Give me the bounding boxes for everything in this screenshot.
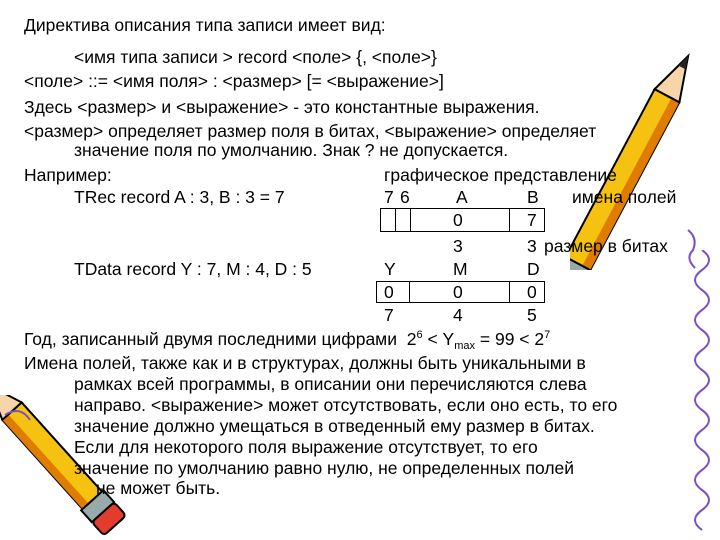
trec-cell-unused-1 (380, 208, 396, 232)
graphic-label: графическое представление (384, 165, 617, 185)
names-line-2: рамках всей программы, в описании они перечисляются слева (74, 374, 587, 394)
trec-size-a: 3 (453, 236, 463, 256)
tdata-size-d: 5 (527, 305, 537, 325)
trec-name-a: A (456, 187, 468, 207)
trec-val-b: 7 (527, 210, 537, 230)
year-exp1: 6 (416, 329, 423, 341)
tdata-definition: TData record Y : 7, M : 4, D : 5 (74, 259, 312, 279)
year-line (24, 328, 550, 350)
tdata-name-d: D (527, 259, 540, 279)
year-base1: 2 (406, 329, 417, 349)
names-line-6: значение по умолчанию равно нулю, не определенных полей (74, 458, 575, 478)
names-line-7: не может быть. (96, 478, 221, 498)
tdata-size-m: 4 (453, 305, 463, 325)
trec-size-b: 3 (527, 236, 537, 256)
year-sub: max (454, 340, 475, 352)
trec-name-b: B (527, 187, 539, 207)
trec-names-note: имена полей (572, 187, 677, 207)
directive-line-1: Директива описания типа записи имеет вид: (24, 15, 386, 35)
names-line-3: направо. <выражение> может отсутствовать, если оно есть, то его (74, 395, 618, 415)
tdata-val-m: 0 (453, 282, 463, 302)
year-eq: = 99 < 2 (479, 329, 545, 349)
tdata-name-m: M (453, 259, 468, 279)
trec-bit-hi: 7 (384, 187, 394, 207)
directive-line-4: Здесь <размер> и <выражение> - это константные выражения. (24, 97, 540, 117)
tdata-size-y: 7 (384, 305, 394, 325)
trec-val-a: 0 (453, 210, 463, 230)
trec-cell-unused-2 (395, 208, 411, 232)
year-lt: < Y (427, 329, 455, 349)
directive-line-3: <поле> ::= <имя поля> : <размер> [= <выражение>] (24, 71, 444, 91)
names-line-5: Если для некоторого поля выражение отсутствует, то его (74, 437, 538, 457)
directive-line-5: <размер> определяет размер поля в битах, <выражение> определяет (24, 121, 597, 141)
tdata-name-y: Y (384, 259, 396, 279)
spiral-doodle-icon (682, 250, 720, 540)
year-exp2: 7 (544, 329, 551, 341)
year-line-text: Год, записанный двумя последними цифрами (24, 329, 397, 349)
names-line-4: значение должно умещаться в отведенный ему размер в битах. (74, 416, 595, 436)
tdata-val-y: 0 (384, 282, 394, 302)
trec-size-note: размер в битах (544, 236, 668, 256)
trec-bit-lo: 6 (400, 187, 410, 207)
tdata-val-d: 0 (527, 282, 537, 302)
example-label: Например: (24, 165, 112, 185)
trec-definition: TRec record A : 3, B : 3 = 7 (74, 187, 285, 207)
directive-line-6: значение поля по умолчанию. Знак ? не допускается. (74, 140, 509, 160)
directive-line-2: <имя типа записи > record <поле> {, <поле>} (74, 47, 437, 67)
names-line-1: Имена полей, также как и в структурах, должны быть уникальными в (24, 353, 586, 373)
